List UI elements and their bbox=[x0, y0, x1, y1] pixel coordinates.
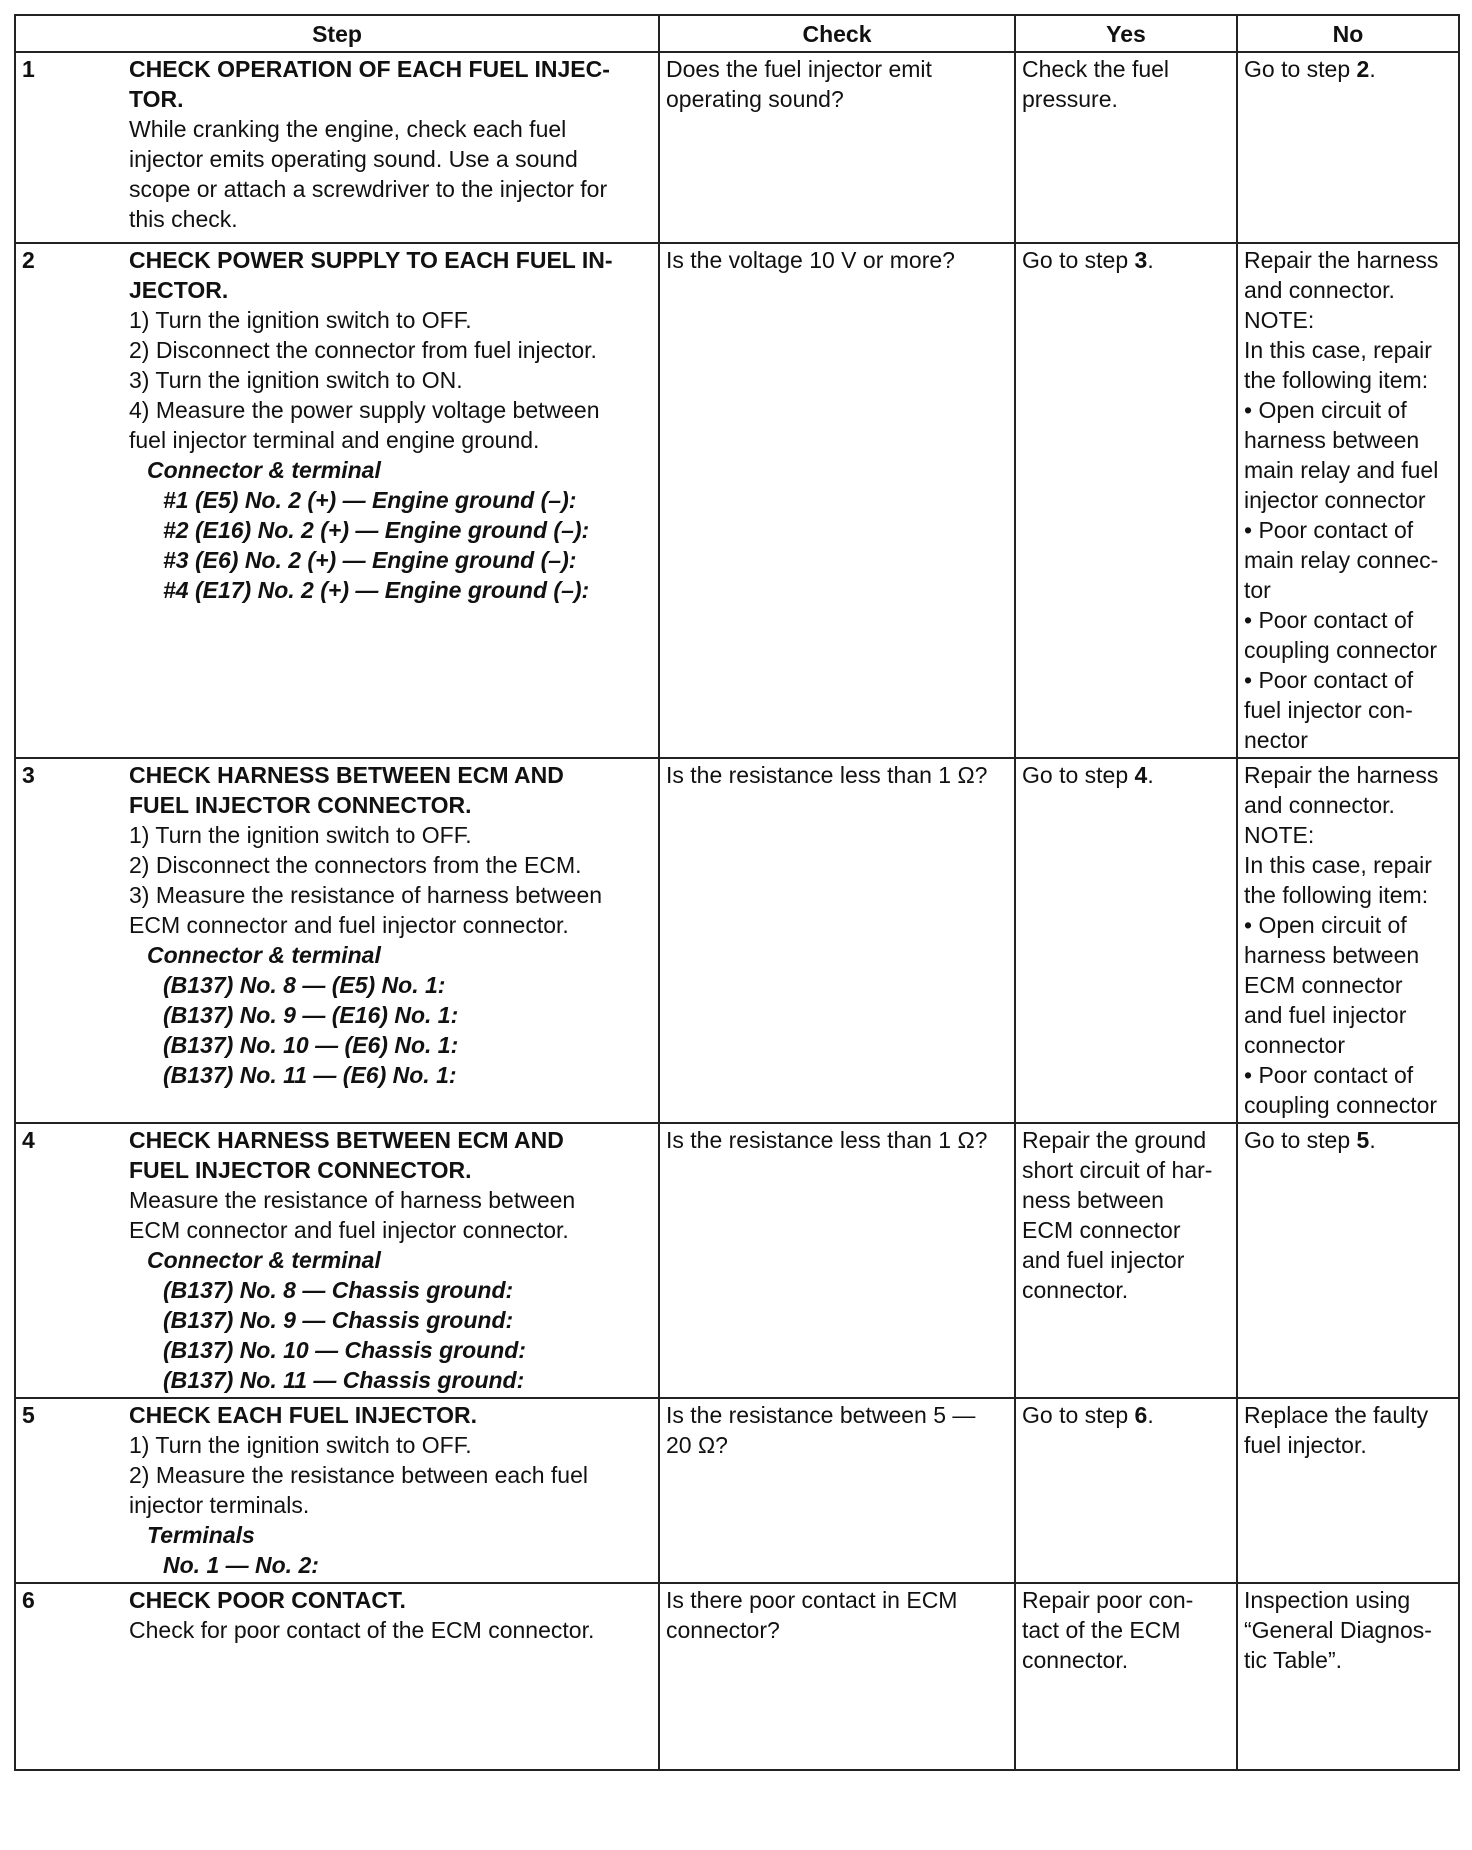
no-action: “General Diagnos- bbox=[1244, 1617, 1432, 1643]
step-number: 6 bbox=[15, 1583, 127, 1770]
terminal-spec: #4 (E17) No. 2 (+) — Engine ground (–): bbox=[163, 577, 590, 603]
goto-suffix: . bbox=[1147, 1402, 1154, 1428]
no-action: the following item: bbox=[1244, 882, 1429, 908]
step-instruction: 2) Disconnect the connectors from the ECM. bbox=[129, 852, 582, 878]
yes-goto-step bbox=[1022, 760, 1230, 790]
yes-cell bbox=[1015, 758, 1237, 1123]
yes-action: connector. bbox=[1022, 1647, 1129, 1673]
no-goto-step bbox=[1244, 54, 1452, 84]
check-question: 20 Ω? bbox=[666, 1432, 728, 1458]
goto-step-number: 5 bbox=[1356, 1127, 1370, 1153]
terminal-spec: #1 (E5) No. 2 (+) — Engine ground (–): bbox=[163, 487, 577, 513]
step-instruction: 3) Turn the ignition switch to ON. bbox=[129, 367, 463, 393]
terminal-spec: No. 1 — No. 2: bbox=[163, 1552, 319, 1578]
yes-action: Repair poor con- bbox=[1022, 1587, 1194, 1613]
no-cell bbox=[1237, 758, 1459, 1123]
no-action: In this case, repair bbox=[1244, 852, 1432, 878]
step-number: 4 bbox=[15, 1123, 127, 1398]
step-instruction: scope or attach a screwdriver to the injector for bbox=[129, 176, 608, 202]
yes-goto-step bbox=[1022, 245, 1230, 275]
terminal-spec: (B137) No. 11 — (E6) No. 1: bbox=[163, 1062, 457, 1088]
yes-action: short circuit of har- bbox=[1022, 1157, 1213, 1183]
step-title: JECTOR. bbox=[129, 277, 229, 303]
no-action: In this case, repair bbox=[1244, 337, 1432, 363]
step-title: FUEL INJECTOR CONNECTOR. bbox=[129, 792, 472, 818]
no-action: main relay connec- bbox=[1244, 547, 1439, 573]
step-instruction: fuel injector terminal and engine ground. bbox=[129, 427, 540, 453]
step-title: CHECK HARNESS BETWEEN ECM AND bbox=[129, 762, 564, 788]
no-cell bbox=[1237, 1123, 1459, 1398]
terminal-spec: #3 (E6) No. 2 (+) — Engine ground (–): bbox=[163, 547, 577, 573]
no-action: and fuel injector bbox=[1244, 1002, 1407, 1028]
step-instruction: Measure the resistance of harness between bbox=[129, 1187, 576, 1213]
no-action: connector bbox=[1244, 1032, 1346, 1058]
step-instruction: 1) Turn the ignition switch to OFF. bbox=[129, 307, 472, 333]
terminal-spec: (B137) No. 8 — (E5) No. 1: bbox=[163, 972, 446, 998]
no-action: NOTE: bbox=[1244, 307, 1315, 333]
goto-prefix: Go to step bbox=[1022, 1402, 1135, 1428]
no-cell bbox=[1237, 1583, 1459, 1770]
step-instruction: 1) Turn the ignition switch to OFF. bbox=[129, 1432, 472, 1458]
goto-suffix: . bbox=[1369, 1127, 1376, 1153]
no-action: coupling connector bbox=[1244, 1092, 1438, 1118]
no-action: • Poor contact of bbox=[1244, 667, 1414, 693]
terminal-label: Connector & terminal bbox=[147, 457, 381, 483]
terminal-spec: #2 (E16) No. 2 (+) — Engine ground (–): bbox=[163, 517, 590, 543]
step-cell bbox=[127, 52, 659, 243]
check-question: Is the resistance less than 1 Ω? bbox=[666, 1127, 988, 1153]
table-row bbox=[15, 1583, 1459, 1770]
step-instruction: ECM connector and fuel injector connector. bbox=[129, 912, 569, 938]
goto-prefix: Go to step bbox=[1244, 1127, 1357, 1153]
step-instruction: 2) Measure the resistance between each fuel bbox=[129, 1462, 588, 1488]
no-cell bbox=[1237, 52, 1459, 243]
terminal-spec: (B137) No. 10 — (E6) No. 1: bbox=[163, 1032, 459, 1058]
goto-suffix: . bbox=[1369, 56, 1376, 82]
step-number: 5 bbox=[15, 1398, 127, 1583]
step-title: FUEL INJECTOR CONNECTOR. bbox=[129, 1157, 472, 1183]
step-title: CHECK OPERATION OF EACH FUEL INJEC- bbox=[129, 56, 610, 82]
no-action: • Poor contact of bbox=[1244, 607, 1414, 633]
step-cell bbox=[127, 243, 659, 758]
step-number: 3 bbox=[15, 758, 127, 1123]
yes-action: ness between bbox=[1022, 1187, 1164, 1213]
table-row bbox=[15, 1123, 1459, 1398]
goto-prefix: Go to step bbox=[1022, 247, 1135, 273]
step-instruction: injector emits operating sound. Use a sound bbox=[129, 146, 578, 172]
step-instruction: ECM connector and fuel injector connector. bbox=[129, 1217, 569, 1243]
step-number: 2 bbox=[15, 243, 127, 758]
no-action: Repair the harness bbox=[1244, 762, 1439, 788]
step-cell bbox=[127, 1398, 659, 1583]
step-title: CHECK EACH FUEL INJECTOR. bbox=[129, 1402, 478, 1428]
goto-suffix: . bbox=[1147, 247, 1154, 273]
yes-cell bbox=[1015, 52, 1237, 243]
yes-action: connector. bbox=[1022, 1277, 1129, 1303]
yes-action: tact of the ECM bbox=[1022, 1617, 1181, 1643]
goto-suffix: . bbox=[1147, 762, 1154, 788]
table-row bbox=[15, 758, 1459, 1123]
yes-action: and fuel injector bbox=[1022, 1247, 1185, 1273]
step-number: 1 bbox=[15, 52, 127, 243]
no-action: • Poor contact of bbox=[1244, 517, 1414, 543]
yes-goto-step bbox=[1022, 1400, 1230, 1430]
yes-cell bbox=[1015, 1583, 1237, 1770]
diagnostic-table bbox=[14, 14, 1460, 1771]
step-instruction: 4) Measure the power supply voltage between bbox=[129, 397, 600, 423]
no-action: • Open circuit of bbox=[1244, 397, 1407, 423]
check-cell bbox=[659, 758, 1015, 1123]
no-action: Repair the harness bbox=[1244, 247, 1439, 273]
step-instruction: injector terminals. bbox=[129, 1492, 310, 1518]
header-row bbox=[15, 15, 1459, 52]
no-action: • Open circuit of bbox=[1244, 912, 1407, 938]
goto-step-number: 2 bbox=[1356, 56, 1370, 82]
check-cell bbox=[659, 1398, 1015, 1583]
terminal-spec: (B137) No. 9 — (E16) No. 1: bbox=[163, 1002, 459, 1028]
terminal-label: Connector & terminal bbox=[147, 1247, 381, 1273]
table-row bbox=[15, 243, 1459, 758]
goto-step-number: 6 bbox=[1134, 1402, 1148, 1428]
goto-step-number: 4 bbox=[1134, 762, 1148, 788]
check-cell bbox=[659, 243, 1015, 758]
check-question: connector? bbox=[666, 1617, 780, 1643]
no-action: the following item: bbox=[1244, 367, 1429, 393]
no-action: NOTE: bbox=[1244, 822, 1315, 848]
goto-prefix: Go to step bbox=[1022, 762, 1135, 788]
no-action: Inspection using bbox=[1244, 1587, 1411, 1613]
no-action: and connector. bbox=[1244, 792, 1395, 818]
step-instruction: 3) Measure the resistance of harness between bbox=[129, 882, 603, 908]
step-title: CHECK POOR CONTACT. bbox=[129, 1587, 406, 1613]
step-instruction: 2) Disconnect the connector from fuel injector. bbox=[129, 337, 597, 363]
goto-step-number: 3 bbox=[1134, 247, 1148, 273]
no-action: and connector. bbox=[1244, 277, 1395, 303]
step-instruction: 1) Turn the ignition switch to OFF. bbox=[129, 822, 472, 848]
step-title: TOR. bbox=[129, 86, 184, 112]
yes-action: Repair the ground bbox=[1022, 1127, 1207, 1153]
check-cell bbox=[659, 1583, 1015, 1770]
step-instruction: While cranking the engine, check each fuel bbox=[129, 116, 567, 142]
check-cell bbox=[659, 1123, 1015, 1398]
step-instruction: this check. bbox=[129, 206, 238, 232]
header-no: No bbox=[1237, 15, 1459, 52]
check-question: Is there poor contact in ECM bbox=[666, 1587, 958, 1613]
no-action: injector connector bbox=[1244, 487, 1426, 513]
check-question: Does the fuel injector emit bbox=[666, 56, 932, 82]
check-question: Is the voltage 10 V or more? bbox=[666, 247, 955, 273]
step-title: CHECK POWER SUPPLY TO EACH FUEL IN- bbox=[129, 247, 613, 273]
no-action: main relay and fuel bbox=[1244, 457, 1439, 483]
step-cell bbox=[127, 758, 659, 1123]
terminal-spec: (B137) No. 10 — Chassis ground: bbox=[163, 1337, 526, 1363]
yes-cell bbox=[1015, 1123, 1237, 1398]
yes-action: Check the fuel bbox=[1022, 56, 1170, 82]
yes-action: pressure. bbox=[1022, 86, 1118, 112]
step-cell bbox=[127, 1123, 659, 1398]
no-action: tic Table”. bbox=[1244, 1647, 1343, 1673]
terminal-spec: (B137) No. 9 — Chassis ground: bbox=[163, 1307, 514, 1333]
terminal-spec: (B137) No. 8 — Chassis ground: bbox=[163, 1277, 514, 1303]
terminal-label: Connector & terminal bbox=[147, 942, 381, 968]
yes-action: ECM connector bbox=[1022, 1217, 1181, 1243]
no-action: • Poor contact of bbox=[1244, 1062, 1414, 1088]
table-row bbox=[15, 1398, 1459, 1583]
no-action: nector bbox=[1244, 727, 1308, 753]
step-cell bbox=[127, 1583, 659, 1770]
yes-cell bbox=[1015, 243, 1237, 758]
no-action: coupling connector bbox=[1244, 637, 1438, 663]
no-action: ECM connector bbox=[1244, 972, 1403, 998]
check-question: operating sound? bbox=[666, 86, 844, 112]
check-question: Is the resistance between 5 — bbox=[666, 1402, 976, 1428]
no-action: fuel injector. bbox=[1244, 1432, 1367, 1458]
header-yes: Yes bbox=[1015, 15, 1237, 52]
table-row bbox=[15, 52, 1459, 243]
check-cell bbox=[659, 52, 1015, 243]
no-action: harness between bbox=[1244, 942, 1420, 968]
no-goto-step bbox=[1244, 1125, 1452, 1155]
header-step: Step bbox=[15, 15, 659, 52]
terminal-label: Terminals bbox=[147, 1522, 255, 1548]
no-cell bbox=[1237, 243, 1459, 758]
header-check: Check bbox=[659, 15, 1015, 52]
no-action: fuel injector con- bbox=[1244, 697, 1413, 723]
no-action: Replace the faulty bbox=[1244, 1402, 1429, 1428]
yes-cell bbox=[1015, 1398, 1237, 1583]
no-action: tor bbox=[1244, 577, 1271, 603]
step-instruction: Check for poor contact of the ECM connector. bbox=[129, 1617, 595, 1643]
terminal-spec: (B137) No. 11 — Chassis ground: bbox=[163, 1367, 525, 1393]
step-title: CHECK HARNESS BETWEEN ECM AND bbox=[129, 1127, 564, 1153]
check-question: Is the resistance less than 1 Ω? bbox=[666, 762, 988, 788]
no-action: harness between bbox=[1244, 427, 1420, 453]
goto-prefix: Go to step bbox=[1244, 56, 1357, 82]
no-cell bbox=[1237, 1398, 1459, 1583]
